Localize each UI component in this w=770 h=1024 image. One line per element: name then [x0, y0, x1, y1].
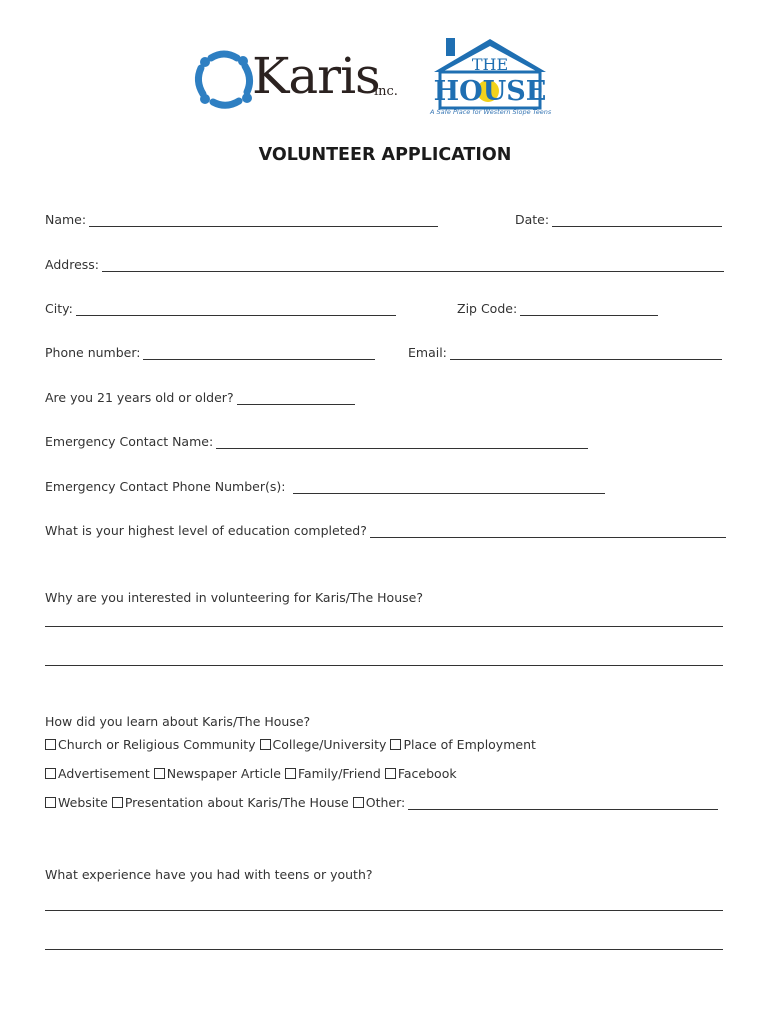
option-facebook[interactable] — [385, 766, 457, 781]
option-church-label: Church or Religious Community — [58, 737, 256, 752]
why-question: Why are you interested in volunteering for Karis/The House? — [45, 590, 423, 605]
checkbox[interactable] — [112, 797, 123, 808]
date-field[interactable] — [515, 212, 722, 227]
date-input[interactable] — [552, 213, 722, 227]
name-label: Name: — [45, 212, 87, 227]
option-newspaper-label: Newspaper Article — [166, 766, 281, 781]
experience-answer-line-2[interactable] — [45, 949, 723, 950]
date-label: Date: — [515, 212, 550, 227]
age-field[interactable] — [45, 390, 355, 405]
education-input[interactable] — [370, 524, 726, 538]
option-employment-label: Place of Employment — [403, 737, 536, 752]
how-options-row-2 — [45, 766, 461, 781]
how-options-row-1 — [45, 737, 540, 752]
option-other[interactable] — [353, 795, 718, 810]
svg-text:HOUSE: HOUSE — [433, 76, 547, 107]
phone-input[interactable] — [143, 346, 375, 360]
email-input[interactable] — [450, 346, 722, 360]
why-answer-line-1[interactable] — [45, 626, 723, 627]
house-tagline: A Safe Place for Western Slope Teens — [430, 108, 552, 116]
phone-field[interactable] — [45, 345, 375, 360]
checkbox[interactable] — [390, 739, 401, 750]
karis-logo-suffix: inc. — [374, 84, 398, 99]
page-title: VOLUNTEER APPLICATION — [258, 145, 512, 165]
email-label: Email: — [408, 345, 447, 360]
option-presentation[interactable] — [112, 795, 349, 810]
checkbox[interactable] — [260, 739, 271, 750]
city-label: City: — [45, 301, 73, 316]
emergency-phone-field[interactable] — [45, 479, 605, 494]
karis-logo-icon — [191, 48, 257, 110]
emergency-name-input[interactable] — [216, 435, 588, 449]
option-employment[interactable] — [390, 737, 535, 752]
checkbox[interactable] — [285, 768, 296, 779]
option-college[interactable] — [260, 737, 387, 752]
age-input[interactable] — [237, 391, 355, 405]
education-label: What is your highest level of education completed? — [45, 523, 367, 538]
name-field[interactable] — [45, 212, 438, 227]
emergency-name-field[interactable] — [45, 434, 588, 449]
city-field[interactable] — [45, 301, 396, 316]
checkbox[interactable] — [45, 768, 56, 779]
phone-label: Phone number: — [45, 345, 141, 360]
emergency-phone-input[interactable] — [293, 480, 605, 494]
why-answer-line-2[interactable] — [45, 665, 723, 666]
checkbox[interactable] — [154, 768, 165, 779]
option-website-label: Website — [58, 795, 108, 810]
option-other-input[interactable] — [408, 796, 718, 810]
zip-input[interactable] — [520, 302, 658, 316]
name-input[interactable] — [89, 213, 438, 227]
checkbox[interactable] — [353, 797, 364, 808]
address-field[interactable] — [45, 257, 724, 272]
option-advertisement-label: Advertisement — [58, 766, 150, 781]
option-other-label: Other: — [365, 795, 406, 810]
email-field[interactable] — [408, 345, 722, 360]
zip-label: Zip Code: — [457, 301, 518, 316]
svg-text:THE: THE — [471, 55, 509, 74]
emergency-name-label: Emergency Contact Name: — [45, 434, 214, 449]
option-advertisement[interactable] — [45, 766, 150, 781]
option-church[interactable] — [45, 737, 256, 752]
address-input[interactable] — [102, 258, 724, 272]
how-options-row-3 — [45, 795, 722, 810]
option-family-label: Family/Friend — [297, 766, 381, 781]
option-facebook-label: Facebook — [397, 766, 457, 781]
how-question: How did you learn about Karis/The House? — [45, 714, 311, 729]
city-input[interactable] — [76, 302, 396, 316]
experience-answer-line-1[interactable] — [45, 910, 723, 911]
experience-question: What experience have you had with teens or youth? — [45, 867, 373, 882]
checkbox[interactable] — [45, 739, 56, 750]
option-website[interactable] — [45, 795, 108, 810]
zip-field[interactable] — [457, 301, 658, 316]
address-label: Address: — [45, 257, 99, 272]
checkbox[interactable] — [385, 768, 396, 779]
karis-logo-name: Karis — [252, 47, 380, 105]
emergency-phone-label: Emergency Contact Phone Number(s): — [45, 479, 286, 494]
option-newspaper[interactable] — [154, 766, 281, 781]
option-presentation-label: Presentation about Karis/The House — [124, 795, 349, 810]
checkbox[interactable] — [45, 797, 56, 808]
option-family[interactable] — [285, 766, 381, 781]
age-label: Are you 21 years old or older? — [45, 390, 234, 405]
option-college-label: College/University — [272, 737, 387, 752]
education-field[interactable] — [45, 523, 726, 538]
